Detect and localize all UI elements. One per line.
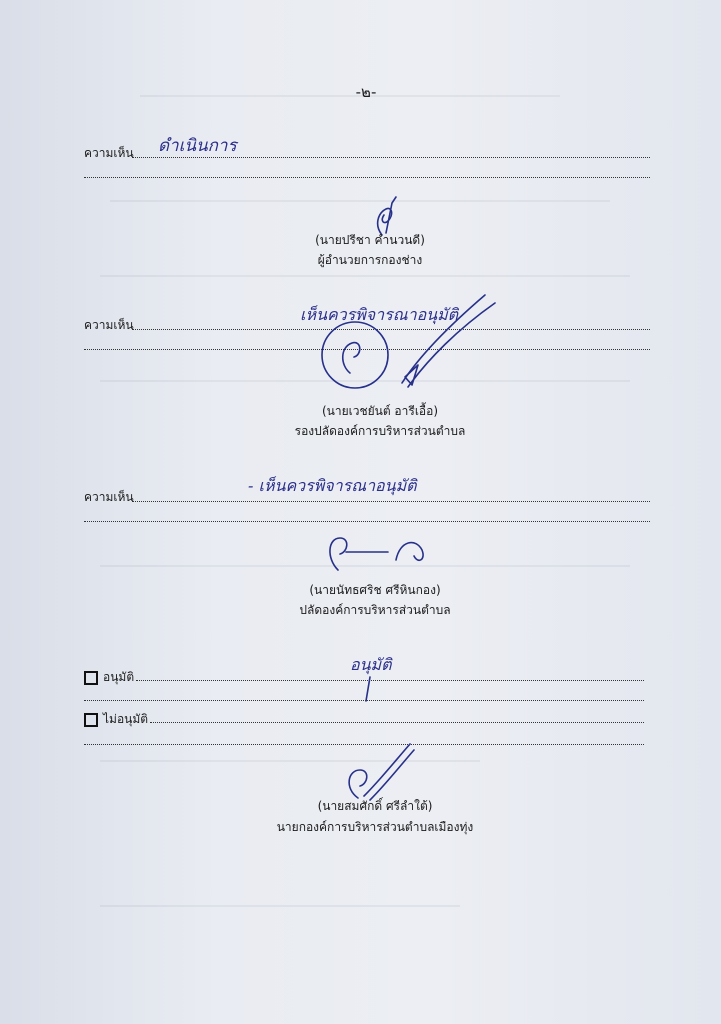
signature-2	[310, 285, 510, 395]
signer-title-2: รองปลัดองค์การบริหารส่วนตำบล	[294, 424, 466, 438]
signature-4	[330, 740, 420, 805]
approve-line-2	[84, 700, 644, 701]
reject-line	[150, 722, 644, 723]
page-number: -๒-	[355, 83, 377, 101]
approve-option[interactable]	[84, 668, 134, 687]
handwritten-opinion-3: - เห็นควรพิจารณาอนุมัติ	[248, 476, 417, 495]
approve-checkbox[interactable]	[84, 671, 98, 685]
opinion-label-2: ความเห็น	[84, 318, 134, 332]
opinion-line-3b	[84, 521, 650, 522]
signature-3	[318, 530, 438, 580]
bleed-through-line	[100, 905, 460, 907]
signer-name-2: (นายเวชยันต์ อารีเอื้อ)	[321, 404, 439, 418]
approve-label: อนุมัติ	[103, 670, 135, 684]
bleed-through-line	[100, 275, 630, 277]
handwritten-opinion-1: ดำเนินการ	[158, 136, 237, 156]
approve-line	[136, 680, 644, 681]
signer-name-4: (นายสมศักดิ์ ศรีลำใต้)	[317, 799, 433, 813]
bleed-through-line	[100, 760, 480, 762]
signer-title-1: ผู้อำนวยการกองช่าง	[317, 253, 423, 267]
handwritten-approval: อนุมัติ	[350, 655, 392, 674]
opinion-line-3a	[132, 501, 650, 502]
opinion-line-1b	[84, 177, 650, 178]
reject-option[interactable]	[84, 710, 148, 729]
opinion-label-1: ความเห็น	[84, 146, 134, 160]
signer-name-3: (นายนัทธศริช ศรีหินกอง)	[309, 583, 441, 597]
signer-title-4: นายกองค์การบริหารส่วนตำบลเมืองทุ่ง	[276, 820, 474, 834]
handwritten-opinion-2: เห็นควรพิจารณาอนุมัติ	[300, 305, 459, 324]
opinion-label-3: ความเห็น	[84, 490, 134, 504]
reject-checkbox[interactable]	[84, 713, 98, 727]
reject-label: ไม่อนุมัติ	[103, 712, 149, 726]
signer-name-1: (นายปรีชา คำนวนดี)	[315, 233, 425, 247]
signer-title-3: ปลัดองค์การบริหารส่วนตำบล	[299, 603, 451, 617]
